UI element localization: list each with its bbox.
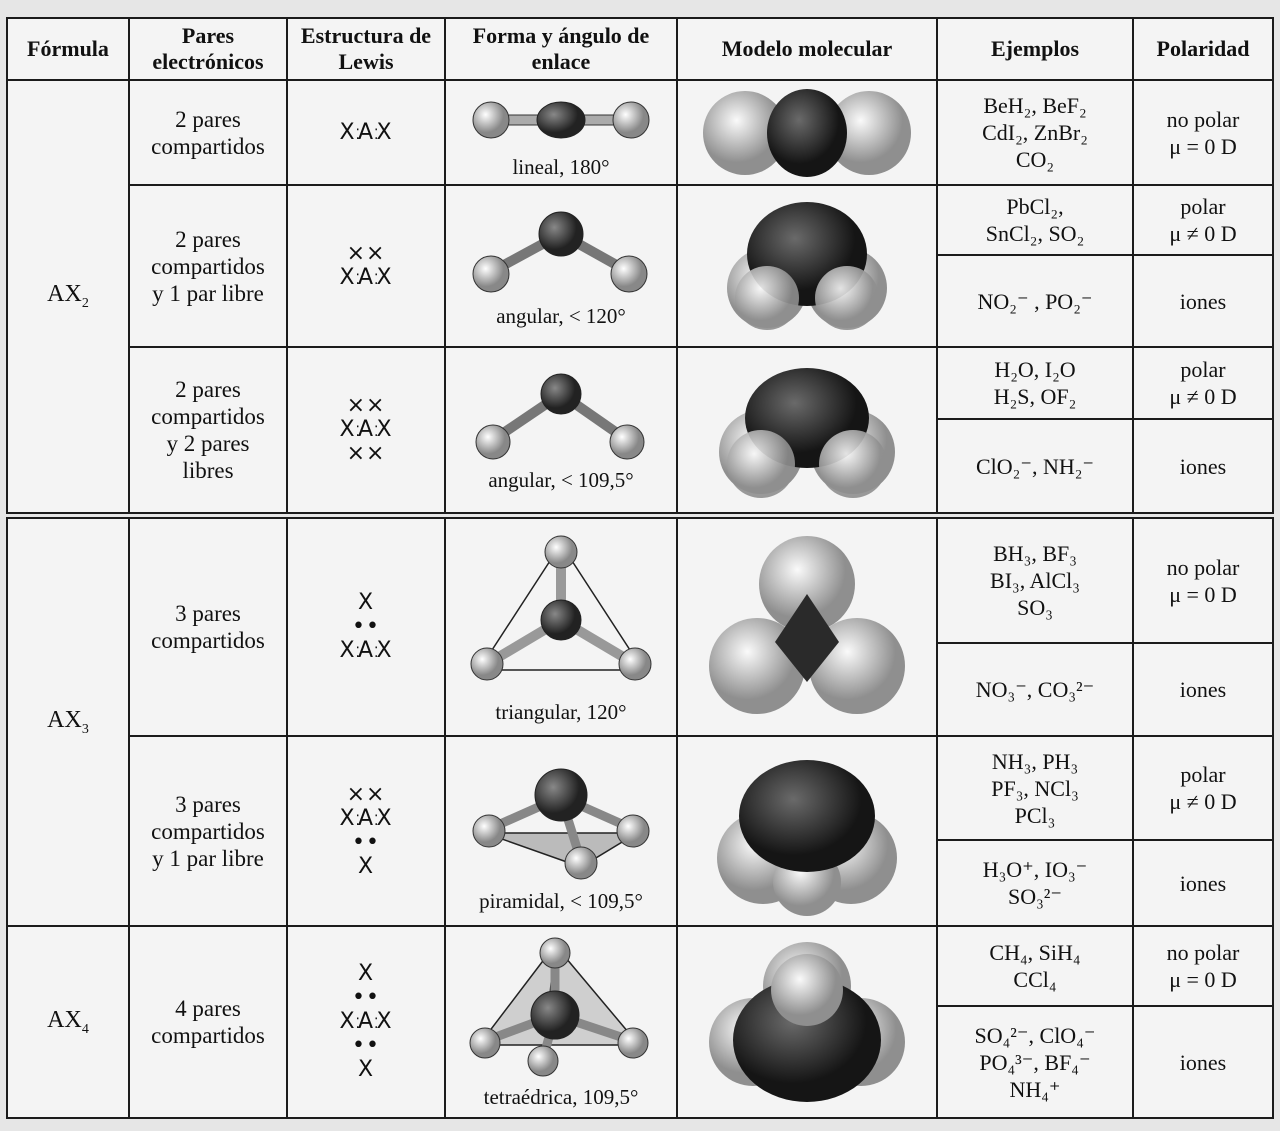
shape-cell <box>445 518 677 736</box>
polarity-cell: no polar μ = 0 D <box>1133 80 1273 185</box>
header-shape: Forma y ángulo de enlace <box>445 18 677 80</box>
lewis-cell <box>287 518 445 736</box>
lewis-cell <box>287 80 445 185</box>
shape-label: angular, < 120° <box>496 303 626 328</box>
table-row <box>7 185 1273 255</box>
trigonal-pyramidal-ball-stick-model <box>451 749 671 889</box>
polarity-cell: iones <box>1133 643 1273 736</box>
polarity-cell: iones <box>1133 419 1273 513</box>
shape-label: tetraédrica, 109,5° <box>483 1084 639 1109</box>
bent-space-filling-model-2 <box>697 360 917 500</box>
tetrahedral-space-filling-model <box>697 932 917 1112</box>
examples-cell: BeH₂, BeF₂ CdI₂, ZnBr₂ CO₂ <box>937 80 1133 185</box>
formula-ax4: $AX_4$ <box>7 926 129 1118</box>
shape-cell <box>445 926 677 1118</box>
model-cell <box>677 926 937 1118</box>
tetrahedral-ball-stick-model <box>451 935 671 1085</box>
model-cell <box>677 80 937 185</box>
lewis-cell <box>287 347 445 513</box>
lewis-cell <box>287 185 445 347</box>
header-pairs: Pares electrónicos <box>129 18 287 80</box>
lewis-structure: X •• X⁚A⁚X <box>339 590 393 663</box>
polarity-cell: iones <box>1133 840 1273 926</box>
polarity-cell: iones <box>1133 1006 1273 1118</box>
molecule-geometry-table <box>6 17 1274 514</box>
model-cell <box>677 185 937 347</box>
pairs-cell: 3 pares compartidos y 1 par libre <box>129 736 287 926</box>
pairs-cell: 3 pares compartidos <box>129 518 287 736</box>
pairs-cell: 4 pares compartidos <box>129 926 287 1118</box>
table-row <box>7 518 1273 643</box>
shape-cell <box>445 736 677 926</box>
examples-cell: NO₂⁻ , PO₂⁻ <box>937 255 1133 347</box>
polarity-cell: polar μ ≠ 0 D <box>1133 736 1273 840</box>
linear-space-filling-model <box>697 88 917 178</box>
shape-label: lineal, 180° <box>512 155 610 179</box>
examples-cell: H₃O⁺, IO₃⁻ SO₃²⁻ <box>937 840 1133 926</box>
lewis-cell <box>287 736 445 926</box>
polarity-cell: no polar μ = 0 D <box>1133 926 1273 1006</box>
shape-cell <box>445 185 677 347</box>
header-model: Modelo molecular <box>677 18 937 80</box>
table-row <box>7 736 1273 840</box>
linear-ball-stick-model <box>451 85 671 155</box>
table-row <box>7 80 1273 185</box>
model-cell <box>677 518 937 736</box>
header-polarity: Polaridad <box>1133 18 1273 80</box>
table-row <box>7 347 1273 419</box>
lewis-structure: X⁚A⁚X <box>339 119 393 145</box>
lewis-structure: X •• X⁚A⁚X •• X <box>339 961 393 1082</box>
examples-cell: NO₃⁻, CO₃²⁻ <box>937 643 1133 736</box>
shape-label: angular, < 109,5° <box>488 467 634 492</box>
header-lewis: Estructura de Lewis <box>287 18 445 80</box>
bent-ball-stick-model <box>451 204 671 304</box>
trigonal-planar-ball-stick-model <box>451 530 671 700</box>
shape-cell <box>445 80 677 185</box>
examples-cell: NH₃, PH₃ PF₃, NCl₃ PCl₃ <box>937 736 1133 840</box>
bent-ball-stick-model-2 <box>451 368 671 468</box>
pairs-cell: 2 pares compartidos y 1 par libre <box>129 185 287 347</box>
bent-space-filling-model <box>697 196 917 336</box>
shape-label: triangular, 120° <box>495 699 627 724</box>
header-examples: Ejemplos <box>937 18 1133 80</box>
formula-ax2: $AX_2$ <box>7 80 129 513</box>
examples-cell: H₂O, I₂O H₂S, OF₂ <box>937 347 1133 419</box>
polarity-cell: no polar μ = 0 D <box>1133 518 1273 643</box>
lewis-structure: ×× X⁚A⁚X •• X <box>339 782 393 879</box>
formula-ax3: $AX_3$ <box>7 518 129 926</box>
lewis-cell <box>287 926 445 1118</box>
examples-cell: BH₃, BF₃ BI₃, AlCl₃ SO₃ <box>937 518 1133 643</box>
table-row <box>7 926 1273 1006</box>
header-formula: Fórmula <box>7 18 129 80</box>
header-row <box>7 18 1273 80</box>
examples-cell: ClO₂⁻, NH₂⁻ <box>937 419 1133 513</box>
polarity-cell: iones <box>1133 255 1273 347</box>
trigonal-planar-space-filling-model <box>697 532 917 722</box>
shape-cell <box>445 347 677 513</box>
pairs-cell: 2 pares compartidos y 2 pares libres <box>129 347 287 513</box>
model-cell <box>677 736 937 926</box>
polarity-cell: polar μ ≠ 0 D <box>1133 185 1273 255</box>
examples-cell: PbCl₂, SnCl₂, SO₂ <box>937 185 1133 255</box>
trigonal-pyramidal-space-filling-model <box>697 746 917 916</box>
examples-cell: SO₄²⁻, ClO₄⁻ PO₄³⁻, BF₄⁻ NH₄⁺ <box>937 1006 1133 1118</box>
molecule-geometry-table-lower <box>6 517 1274 1119</box>
lewis-structure: ×× X⁚A⁚X <box>339 241 393 290</box>
pairs-cell: 2 pares compartidos <box>129 80 287 185</box>
shape-label: piramidal, < 109,5° <box>479 888 643 913</box>
model-cell <box>677 347 937 513</box>
examples-cell: CH₄, SiH₄ CCl₄ <box>937 926 1133 1006</box>
polarity-cell: polar μ ≠ 0 D <box>1133 347 1273 419</box>
lewis-structure: ×× X⁚A⁚X ×× <box>339 393 393 466</box>
